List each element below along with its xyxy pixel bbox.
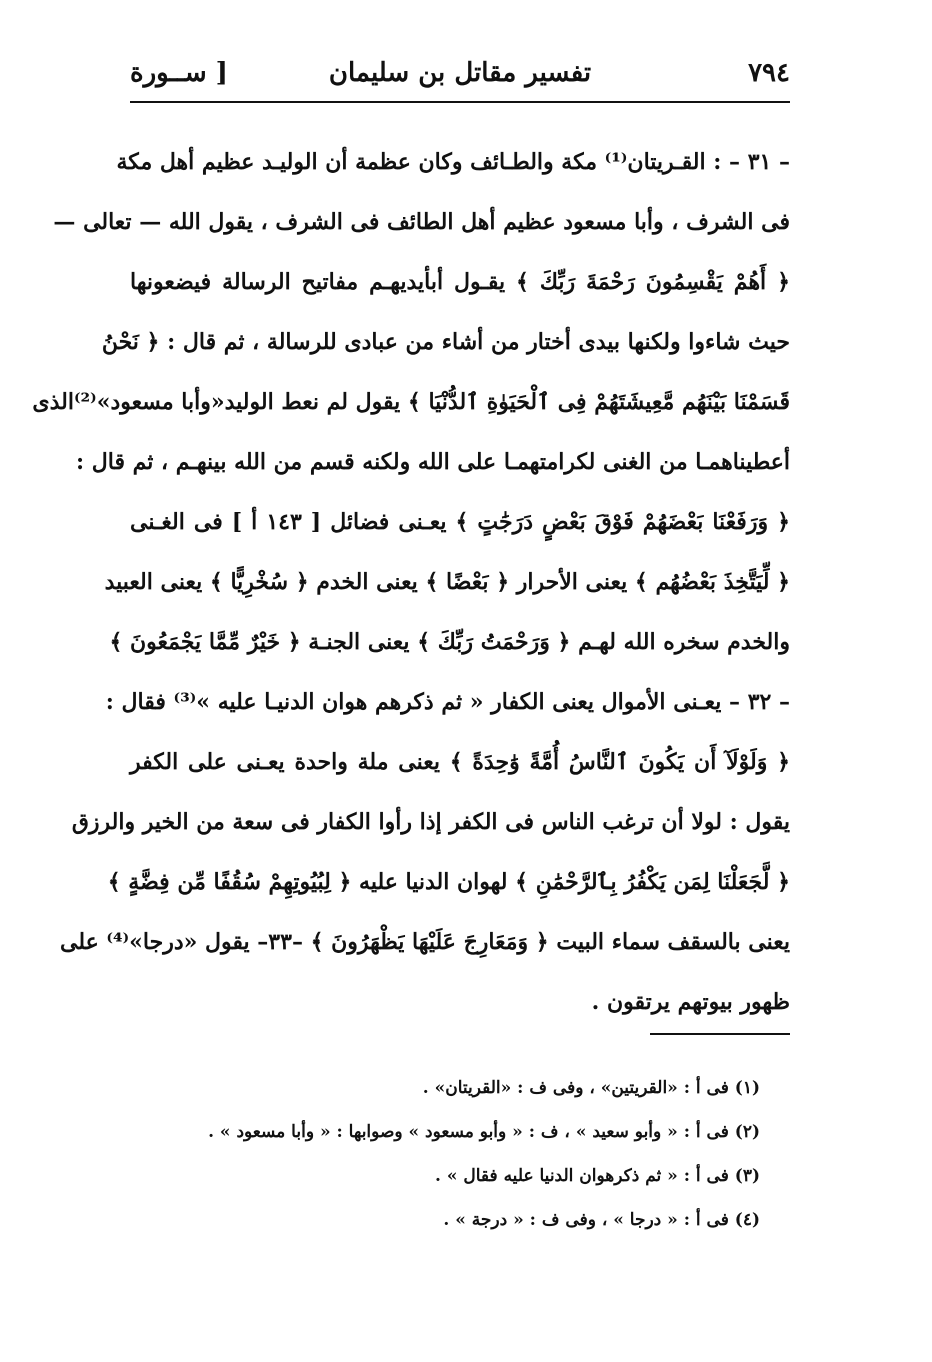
text-line: فى الشرف ، وأبا مسعود عظيم أهل الطائف فى الشرف ، يقول الله — تعالى — — [53, 209, 790, 235]
text-line: – ٣١ – : القـريتان⁽¹⁾ مكة والطـائف وكان عظمة أن الوليـد عظيم أهل مكة — [116, 149, 790, 175]
text-line: أعطيناهمـا من الغنى لكرامتهمـا على الله ولكنه قسم من الله بينهـم ، ثم قال : — [75, 449, 790, 475]
text-line: ﴿ أَهُمْ يَقْسِمُونَ رَحْمَةَ رَبِّكَ ﴾ يقـول أبأيديهـم مفاتيح الرسالة فيضعونها — [130, 269, 790, 295]
text-line: – ٣٢ – يعـنى الأموال يعنى الكفار « ثم ذكرهم هوان الدنيـا عليه »⁽³⁾ فقال : — [105, 689, 790, 715]
footnote-rule — [650, 1033, 790, 1035]
footnote: (٢) فى أ : « وأبو سعيد » ، ف : « وأبو مسعود » وصوابها : « وأبا مسعود » . — [208, 1122, 760, 1142]
text-line: ﴿ لِّيَتَّخِذَ بَعْضُهُم ﴾ يعنى الأحرار ﴿ بَعْضًا ﴾ يعنى الخدم ﴿ سُخْرِيًّا ﴾ يعنى العبيد — [104, 569, 790, 595]
text-line: ﴿ وَلَوْلَآ أَن يَكُونَ ٱلنَّاسُ أُمَّةً وَٰحِدَةً ﴾ يعنى ملة واحدة يعـنى على الكفر — [130, 749, 790, 775]
body-text — [32, 132, 790, 1032]
running-header — [130, 52, 790, 102]
footnote: (١) فى أ : «القريتين» ، وفى ف : «القريتان» . — [422, 1078, 760, 1098]
surah-label: [ ســورة — [130, 58, 228, 88]
text-line: ﴿ لَّجَعَلْنَا لِمَن يَكْفُرُ بِٱلرَّحْمَٰنِ ﴾ لهوان الدنيا عليه ﴿ لِبُيُوتِهِمْ سُقُفًا مِّن فِضَّةٍ ﴾ — [107, 869, 790, 895]
footnote: (٤) فى أ : « درجا » ، وفى ف : « درجة » . — [443, 1210, 760, 1230]
text-line: قَسَمْنَا بَيْنَهُم مَّعِيشَتَهُمْ فِى ٱلْحَيَوٰةِ ٱلدُّنْيَا ﴾ يقول لم نعط الوليد«وأبا مسعود»⁽²⁾الذى — [32, 389, 790, 415]
text-line: يعنى بالسقف سماء البيت ﴿ وَمَعَارِجَ عَلَيْهَا يَظْهَرُونَ ﴾ –٣٣– يقول «درجا»⁽⁴⁾ على — [59, 929, 790, 955]
text-line: ظهور بيوتهم يرتقون . — [591, 989, 790, 1015]
text-line: يقول : لولا أن ترغب الناس فى الكفر إذا رأوا الكفار فى سعة من الخير والرزق — [71, 809, 790, 835]
page-number: ٧٩٤ — [748, 58, 790, 88]
book-title: تفسير مقاتل بن سليمان — [328, 58, 592, 88]
footnotes — [160, 1066, 760, 1242]
text-line: حيث شاءوا ولكنها بيدى أختار من أشاء من عبادى للرسالة ، ثم قال : ﴿ نَحْنُ — [101, 329, 790, 355]
header-rule — [130, 101, 790, 103]
footnote: (٣) فى أ : « ثم ذكرهوان الدنيا عليه فقال » . — [435, 1166, 760, 1186]
text-line: ﴿ وَرَفَعْنَا بَعْضَهُمْ فَوْقَ بَعْضٍ دَرَجَٰتٍ ﴾ يعـنى فضائل [ ١٤٣ أ ] فى الغـنى — [130, 509, 790, 535]
text-line: والخدم سخره الله لهـم ﴿ وَرَحْمَتُ رَبِّكَ ﴾ يعنى الجنـة ﴿ خَيْرٌ مِّمَّا يَجْمَعُونَ ﴾ — [109, 629, 790, 655]
